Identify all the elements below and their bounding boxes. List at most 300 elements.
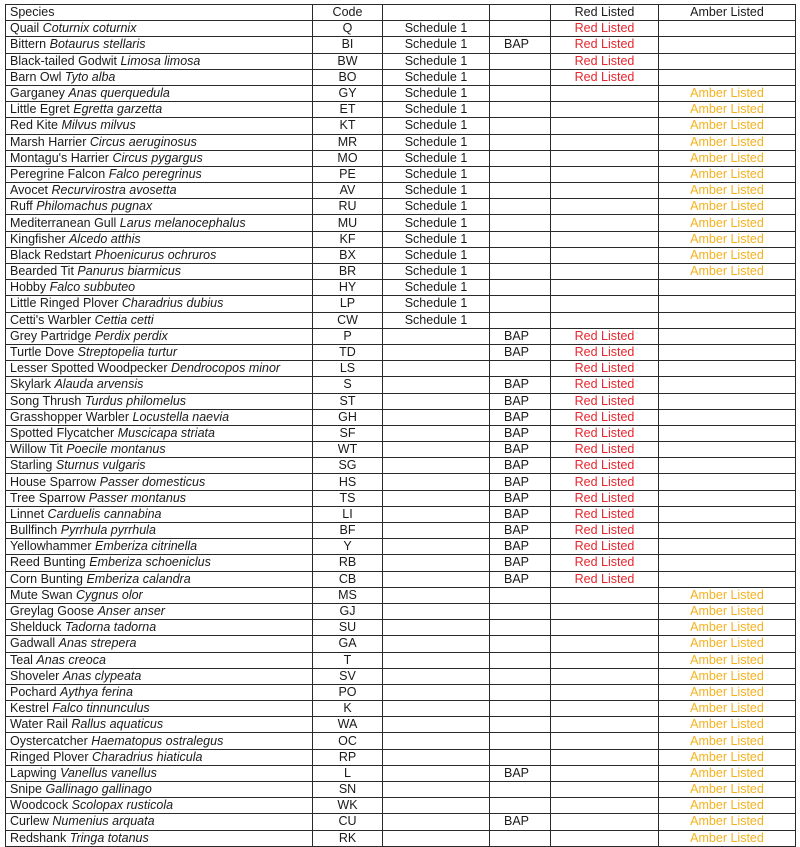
species-cell [6,620,313,636]
table-row [6,506,796,522]
red-listed-cell [551,733,659,749]
schedule-cell [383,523,490,539]
red-listed-cell [551,765,659,781]
code-cell: OC [313,733,383,749]
species-cell [6,199,313,215]
common-name: Gadwall [10,636,56,651]
bap-cell: BAP [490,377,551,393]
amber-listed-cell: Amber Listed [659,749,796,765]
amber-listed-cell [659,539,796,555]
common-name: Mute Swan [10,587,73,602]
species-cell [6,296,313,312]
amber-listed-cell: Amber Listed [659,620,796,636]
table-row [6,571,796,587]
species-cell [6,442,313,458]
schedule-cell [383,458,490,474]
code-cell: KT [313,118,383,134]
species-header: Species [6,5,313,21]
amber-listed-cell [659,361,796,377]
schedule-cell [383,830,490,846]
table-row [6,37,796,53]
amber-listed-cell [659,69,796,85]
amber-listed-cell [659,458,796,474]
table-row [6,393,796,409]
common-name: Yellowhammer [10,539,92,554]
common-name: Bittern [10,37,47,52]
species-cell [6,782,313,798]
species-cell [6,102,313,118]
bap-cell [490,652,551,668]
species-cell [6,166,313,182]
schedule-cell [383,652,490,668]
common-name: Starling [10,458,53,473]
schedule-cell [383,425,490,441]
scientific-name: Passer montanus [88,490,187,505]
bap-cell: BAP [490,442,551,458]
species-cell [6,668,313,684]
bap-cell [490,361,551,377]
bap-cell [490,668,551,684]
schedule-cell [383,717,490,733]
red-listed-cell [551,636,659,652]
amber-listed-cell [659,523,796,539]
species-cell [6,814,313,830]
red-listed-cell [551,782,659,798]
bap-cell: BAP [490,523,551,539]
bap-cell: BAP [490,814,551,830]
table-row [6,199,796,215]
scientific-name: Carduelis cannabina [47,506,162,521]
species-cell [6,118,313,134]
schedule-cell: Schedule 1 [383,134,490,150]
common-name: Grasshopper Warbler [10,409,130,424]
red-listed-cell: Red Listed [551,377,659,393]
common-name: Pochard [10,684,57,699]
scientific-name: Phoenicurus ochruros [94,247,217,262]
bap-cell [490,150,551,166]
common-name: Turtle Dove [10,345,75,360]
bap-cell [490,830,551,846]
bap-cell [490,636,551,652]
table-row [6,53,796,69]
schedule-cell: Schedule 1 [383,231,490,247]
red-listed-header: Red Listed [551,5,659,21]
red-listed-cell [551,749,659,765]
code-cell: BW [313,53,383,69]
species-cell [6,264,313,280]
common-name: Marsh Harrier [10,134,87,149]
code-cell: SV [313,668,383,684]
scientific-name: Streptopelia turtur [77,345,177,360]
amber-listed-cell [659,280,796,296]
table-row [6,749,796,765]
bap-cell [490,231,551,247]
species-rows [6,21,796,847]
code-cell: WT [313,442,383,458]
amber-listed-cell: Amber Listed [659,717,796,733]
amber-listed-header: Amber Listed [659,5,796,21]
bap-cell: BAP [490,425,551,441]
common-name: Woodcock [10,798,69,813]
species-cell [6,377,313,393]
bap-cell [490,199,551,215]
bap-cell: BAP [490,765,551,781]
bap-cell [490,215,551,231]
species-cell [6,571,313,587]
bap-cell [490,717,551,733]
species-cell [6,733,313,749]
schedule-cell [383,668,490,684]
species-cell [6,555,313,571]
common-name: Snipe [10,782,42,797]
scientific-name: Milvus milvus [61,118,136,133]
species-cell [6,53,313,69]
common-name: Bearded Tit [10,264,74,279]
common-name: Teal [10,652,33,667]
code-cell: BX [313,247,383,263]
red-listed-cell [551,620,659,636]
bap-cell [490,280,551,296]
code-cell: GJ [313,603,383,619]
code-cell: SG [313,458,383,474]
red-listed-cell [551,312,659,328]
code-cell: GY [313,85,383,101]
species-cell [6,717,313,733]
common-name: Cetti's Warbler [10,312,92,327]
red-listed-cell [551,280,659,296]
table-row [6,312,796,328]
common-name: Greylag Goose [10,604,95,619]
table-row [6,620,796,636]
amber-listed-cell [659,53,796,69]
scientific-name: Perdix perdix [94,328,168,343]
common-name: House Sparrow [10,474,97,489]
bap-cell [490,69,551,85]
schedule-cell [383,571,490,587]
amber-listed-cell: Amber Listed [659,814,796,830]
table-row [6,684,796,700]
code-cell: MS [313,587,383,603]
amber-listed-cell: Amber Listed [659,636,796,652]
scientific-name: Recurvirostra avosetta [51,183,177,198]
scientific-name: Dendrocopos minor [171,361,281,376]
schedule-cell [383,587,490,603]
red-listed-cell: Red Listed [551,539,659,555]
bap-cell [490,749,551,765]
scientific-name: Botaurus stellaris [49,37,146,52]
code-cell: L [313,765,383,781]
common-name: Black Redstart [10,247,92,262]
scientific-name: Alcedo atthis [69,231,141,246]
schedule-cell [383,749,490,765]
schedule-cell [383,782,490,798]
amber-listed-cell: Amber Listed [659,264,796,280]
species-cell [6,652,313,668]
code-cell: Y [313,539,383,555]
code-cell: RK [313,830,383,846]
schedule-cell [383,442,490,458]
code-cell: SF [313,425,383,441]
scientific-name: Cygnus olor [76,587,143,602]
table-row [6,21,796,37]
species-cell [6,85,313,101]
table-row [6,765,796,781]
common-name: Curlew [10,814,49,829]
code-cell: Q [313,21,383,37]
red-listed-cell [551,603,659,619]
code-cell: LP [313,296,383,312]
scientific-name: Vanellus vanellus [60,765,157,780]
table-row [6,814,796,830]
amber-listed-cell: Amber Listed [659,231,796,247]
bap-cell: BAP [490,490,551,506]
bap-cell [490,247,551,263]
common-name: Lapwing [10,765,57,780]
code-cell: CB [313,571,383,587]
code-cell: RP [313,749,383,765]
schedule-cell: Schedule 1 [383,296,490,312]
common-name: Red Kite [10,118,58,133]
bap-cell [490,312,551,328]
amber-listed-cell [659,312,796,328]
code-cell: CU [313,814,383,830]
common-name: Little Ringed Plover [10,296,119,311]
common-name: Reed Bunting [10,555,86,570]
red-listed-cell [551,231,659,247]
amber-listed-cell: Amber Listed [659,215,796,231]
red-listed-cell: Red Listed [551,555,659,571]
species-cell [6,328,313,344]
schedule-cell [383,328,490,344]
red-listed-cell [551,830,659,846]
species-cell [6,361,313,377]
table-row [6,102,796,118]
common-name: Mediterranean Gull [10,215,117,230]
code-cell: AV [313,183,383,199]
species-cell [6,701,313,717]
table-row [6,166,796,182]
amber-listed-cell [659,21,796,37]
species-cell [6,393,313,409]
species-cell [6,409,313,425]
red-listed-cell [551,814,659,830]
schedule-cell: Schedule 1 [383,102,490,118]
species-cell [6,458,313,474]
bap-cell [490,53,551,69]
code-cell: CW [313,312,383,328]
bap-cell [490,264,551,280]
common-name: Little Egret [10,102,70,117]
red-listed-cell [551,296,659,312]
code-cell: TD [313,344,383,360]
common-name: Tree Sparrow [10,490,86,505]
red-listed-cell: Red Listed [551,523,659,539]
red-listed-cell: Red Listed [551,474,659,490]
code-cell: SU [313,620,383,636]
scientific-name: Anas strepera [58,636,137,651]
amber-listed-cell [659,296,796,312]
code-cell: GA [313,636,383,652]
amber-listed-cell [659,328,796,344]
schedule-cell: Schedule 1 [383,166,490,182]
species-cell [6,37,313,53]
scientific-name: Passer domesticus [99,474,206,489]
species-cell [6,425,313,441]
scientific-name: Poecile montanus [66,442,166,457]
table-row [6,830,796,846]
common-name: Garganey [10,86,65,101]
scientific-name: Charadrius hiaticula [92,749,203,764]
scientific-name: Panurus biarmicus [77,264,181,279]
scientific-name: Alauda arvensis [54,377,144,392]
amber-listed-cell: Amber Listed [659,166,796,182]
schedule-cell [383,377,490,393]
schedule-cell: Schedule 1 [383,183,490,199]
schedule-cell [383,555,490,571]
schedule-cell [383,409,490,425]
common-name: Water Rail [10,717,68,732]
species-cell [6,749,313,765]
red-listed-cell [551,134,659,150]
bap-cell: BAP [490,571,551,587]
schedule-cell [383,814,490,830]
amber-listed-cell: Amber Listed [659,765,796,781]
table-row [6,636,796,652]
schedule-header [383,5,490,21]
common-name: Grey Partridge [10,328,92,343]
schedule-cell: Schedule 1 [383,118,490,134]
bap-cell [490,134,551,150]
red-listed-cell [551,264,659,280]
bap-cell: BAP [490,506,551,522]
amber-listed-cell: Amber Listed [659,701,796,717]
bap-cell: BAP [490,555,551,571]
code-cell: TS [313,490,383,506]
common-name: Song Thrush [10,393,82,408]
amber-listed-cell [659,344,796,360]
species-cell [6,636,313,652]
table-row [6,118,796,134]
schedule-cell [383,684,490,700]
table-row [6,733,796,749]
species-cell [6,312,313,328]
scientific-name: Falco peregrinus [108,166,202,181]
scientific-name: Tyto alba [64,69,116,84]
table-row [6,150,796,166]
amber-listed-cell: Amber Listed [659,85,796,101]
scientific-name: Falco subbuteo [49,280,136,295]
schedule-cell: Schedule 1 [383,312,490,328]
code-cell: S [313,377,383,393]
scientific-name: Muscicapa striata [117,425,215,440]
scientific-name: Anas creoca [36,652,106,667]
code-cell: MO [313,150,383,166]
table-row [6,328,796,344]
bap-cell [490,798,551,814]
red-listed-cell [551,150,659,166]
red-listed-cell [551,118,659,134]
scientific-name: Circus aeruginosus [89,134,197,149]
bap-cell [490,620,551,636]
bap-cell: BAP [490,458,551,474]
bap-cell [490,587,551,603]
table-row [6,215,796,231]
bap-cell: BAP [490,393,551,409]
species-cell [6,490,313,506]
common-name: Quail [10,21,40,36]
scientific-name: Rallus aquaticus [71,717,164,732]
table-row [6,717,796,733]
common-name: Lesser Spotted Woodpecker [10,361,168,376]
species-table-container [5,4,796,847]
amber-listed-cell: Amber Listed [659,782,796,798]
red-listed-cell [551,102,659,118]
table-row [6,361,796,377]
amber-listed-cell: Amber Listed [659,603,796,619]
red-listed-cell [551,717,659,733]
table-row [6,264,796,280]
code-cell: BI [313,37,383,53]
common-name: Shoveler [10,668,60,683]
code-cell: HY [313,280,383,296]
scientific-name: Coturnix coturnix [42,21,137,36]
code-cell: PE [313,166,383,182]
common-name: Avocet [10,183,48,198]
common-name: Kestrel [10,701,49,716]
bap-cell: BAP [490,328,551,344]
code-cell: K [313,701,383,717]
scientific-name: Circus pygargus [112,150,203,165]
red-listed-cell: Red Listed [551,409,659,425]
common-name: Peregrine Falcon [10,166,106,181]
schedule-cell [383,798,490,814]
scientific-name: Scolopax rusticola [71,798,174,813]
species-cell [6,523,313,539]
species-cell [6,21,313,37]
common-name: Kingfisher [10,231,66,246]
schedule-cell [383,539,490,555]
red-listed-cell [551,798,659,814]
amber-listed-cell: Amber Listed [659,733,796,749]
common-name: Linnet [10,506,45,521]
red-listed-cell: Red Listed [551,490,659,506]
scientific-name: Tadorna tadorna [64,620,157,635]
table-row [6,603,796,619]
table-row [6,782,796,798]
code-cell: BR [313,264,383,280]
schedule-cell: Schedule 1 [383,199,490,215]
code-cell: MR [313,134,383,150]
species-cell [6,280,313,296]
table-row [6,668,796,684]
bap-cell [490,85,551,101]
species-cell [6,344,313,360]
bap-cell: BAP [490,409,551,425]
scientific-name: Pyrrhula pyrrhula [60,523,156,538]
amber-listed-cell [659,442,796,458]
bap-cell [490,603,551,619]
species-cell [6,183,313,199]
species-cell [6,69,313,85]
bap-cell [490,183,551,199]
bap-cell: BAP [490,344,551,360]
code-cell: RU [313,199,383,215]
amber-listed-cell [659,490,796,506]
table-row [6,280,796,296]
amber-listed-cell: Amber Listed [659,668,796,684]
common-name: Black-tailed Godwit [10,53,117,68]
table-row [6,425,796,441]
